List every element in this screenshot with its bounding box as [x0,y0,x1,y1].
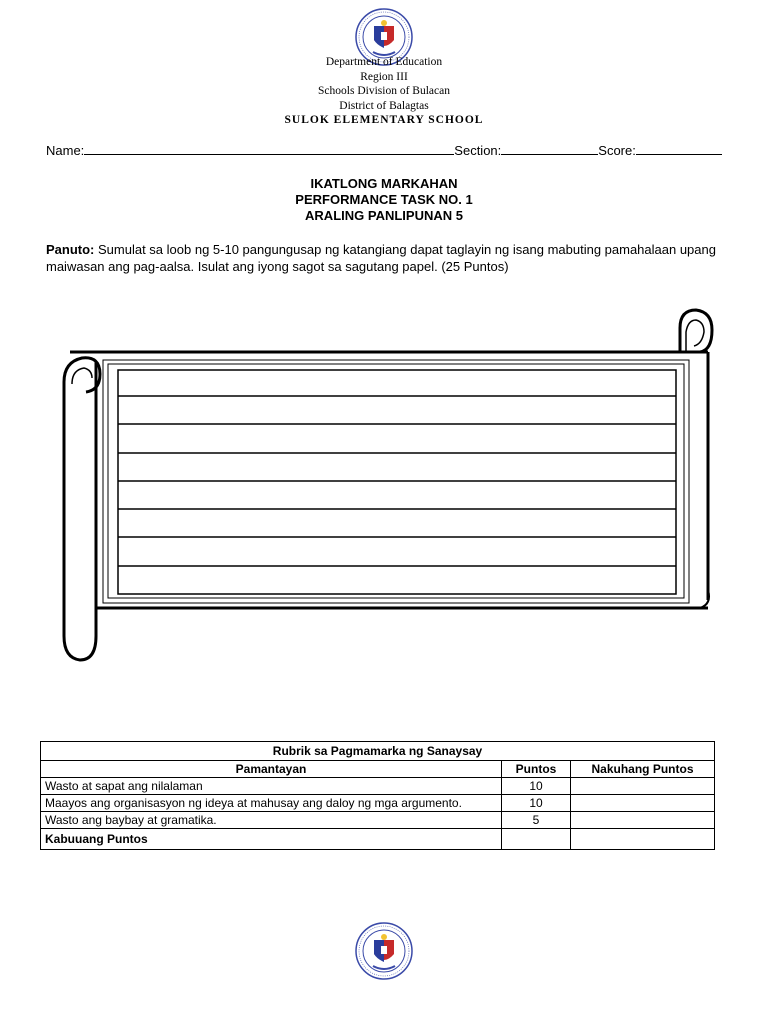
subject-title: ARALING PANLIPUNAN 5 [305,208,463,223]
region-line: Region III [360,70,408,83]
section-label: Section: [454,143,502,158]
task-titles [0,176,768,224]
section-field-line[interactable] [501,142,598,155]
instructions [46,241,716,275]
document-header [0,55,768,128]
quarter-title: IKATLONG MARKAHAN [310,176,458,191]
department-line: Department of Education [325,56,443,68]
name-label: Name: [46,143,85,158]
name-field-line[interactable] [84,142,454,155]
criteria-header: Pamantayan [41,761,502,778]
points-header: Puntos [502,761,571,778]
earned-points-cell[interactable] [571,778,715,795]
total-points-cell [502,829,571,850]
table-row [41,812,715,829]
rubric-title: Rubrik sa Pagmamarka ng Sanaysay [41,742,715,761]
division-line: Schools Division of Bulacan [318,85,450,97]
points-cell: 10 [502,778,571,795]
rubric-table [40,741,715,850]
points-cell: 5 [502,812,571,829]
earned-points-cell[interactable] [571,795,715,812]
table-row [41,795,715,812]
criterion-cell: Wasto ang baybay at gramatika. [41,812,502,829]
instructions-label: Panuto: [46,242,95,257]
table-row [41,778,715,795]
rubric-header-row [41,761,715,778]
score-field-line[interactable] [636,142,722,155]
student-info-row [46,142,718,158]
score-label: Score: [598,143,636,158]
instructions-text: Sumulat sa loob ng 5-10 pangungusap ng katangiang dapat taglayin ng isang mabuting pamahalaan upang maiwasan ang pag-aalsa. Isulat ang iyong sagot sa sagutang papel. (25 Puntos) [46,242,716,274]
points-cell: 10 [502,795,571,812]
earned-points-cell[interactable] [571,812,715,829]
criterion-cell: Wasto at sapat ang nilalaman [41,778,502,795]
task-title: PERFORMANCE TASK NO. 1 [295,192,473,207]
scroll-writing-area [0,300,768,680]
deped-seal-logo-footer [355,922,413,980]
total-label: Kabuuang Puntos [41,829,502,850]
total-earned-cell[interactable] [571,829,715,850]
district-line: District of Balagtas [339,99,429,112]
school-name: SULOK ELEMENTARY SCHOOL [284,114,484,126]
total-row [41,829,715,850]
earned-points-header: Nakuhang Puntos [571,761,715,778]
criterion-cell: Maayos ang organisasyon ng ideya at mahusay ang daloy ng mga argumento. [41,795,502,812]
